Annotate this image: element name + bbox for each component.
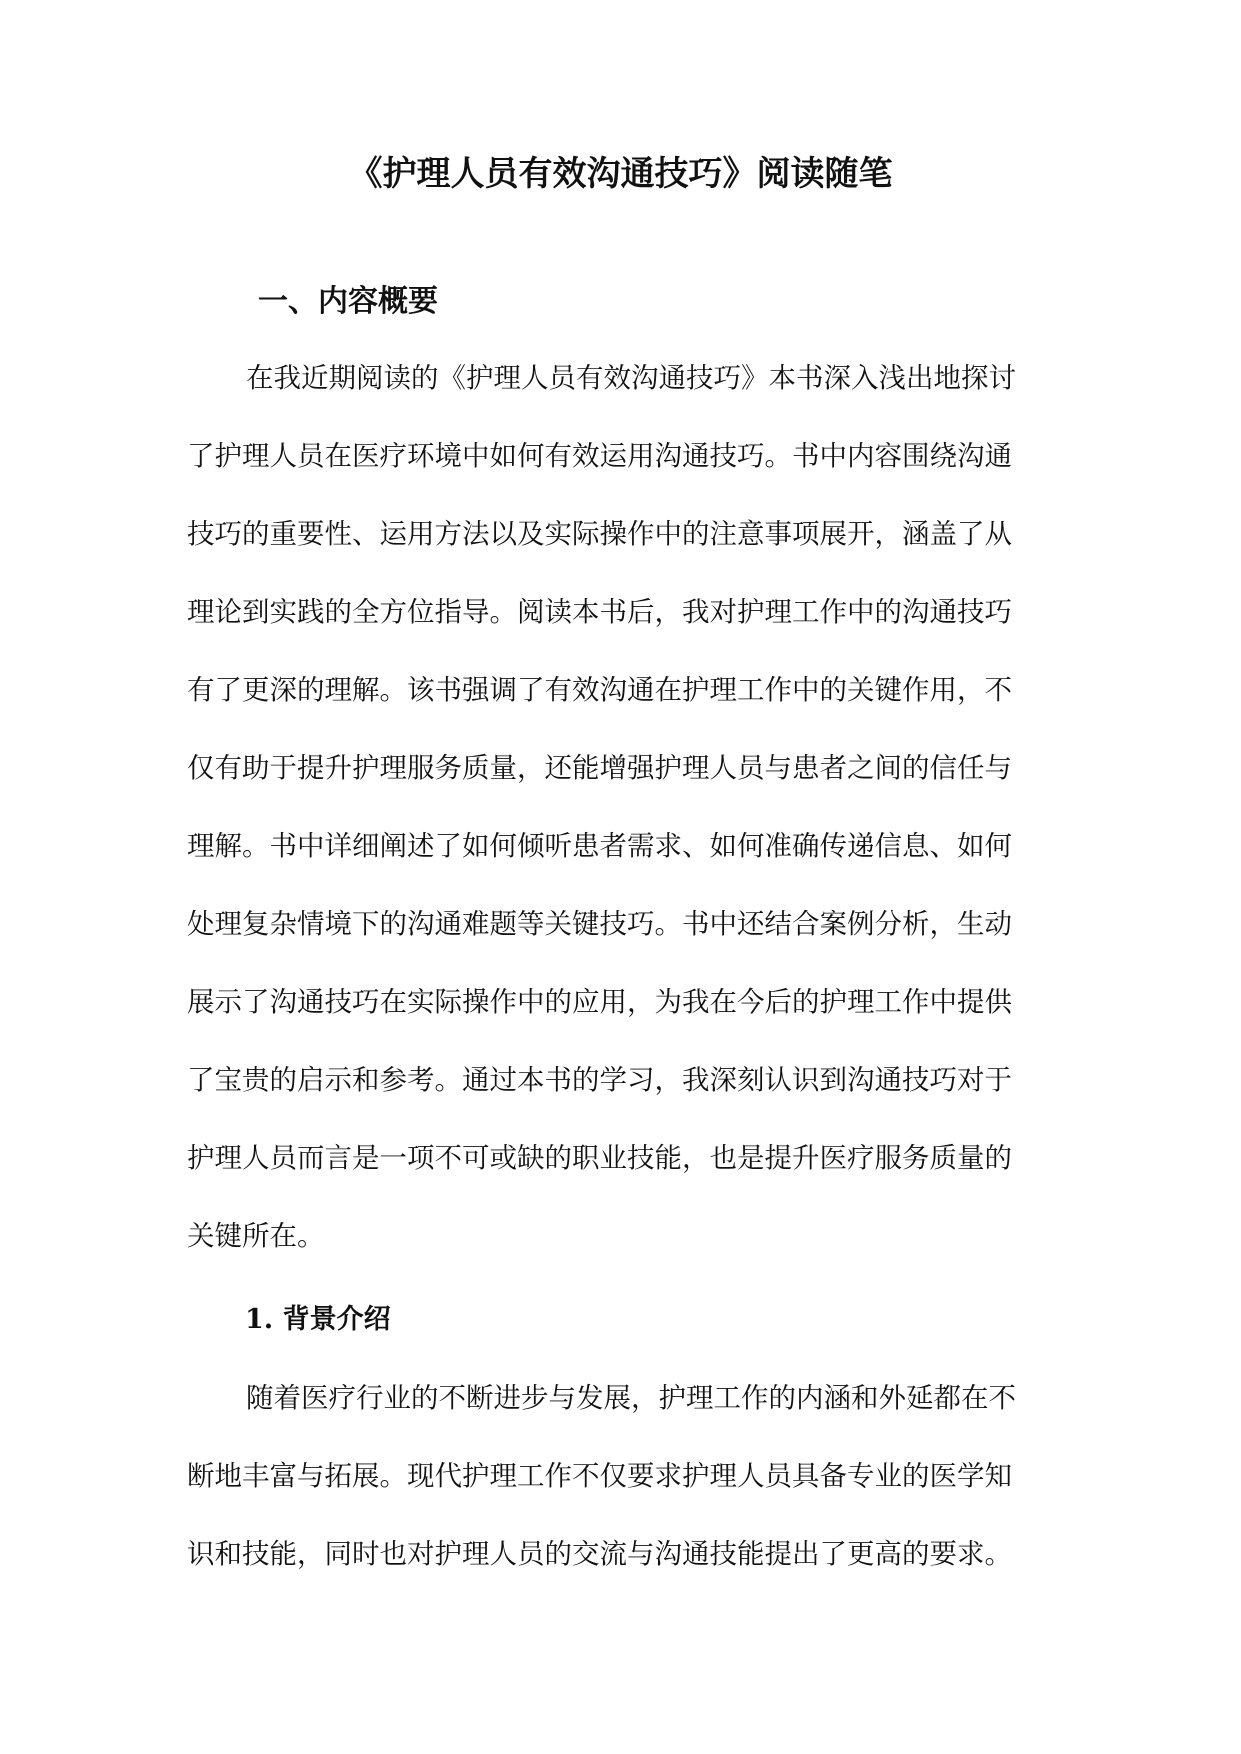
paragraph-line: 理解。书中详细阐述了如何倾听患者需求、如何准确传递信息、如何 [187, 830, 1012, 862]
paragraph-line: 断地丰富与拓展。现代护理工作不仅要求护理人员具备专业的医学知 [187, 1460, 1012, 1492]
paragraph-line: 识和技能，同时也对护理人员的交流与沟通技能提出了更高的要求。 [187, 1538, 1012, 1570]
paragraph-line: 仅有助于提升护理服务质量，还能增强护理人员与患者之间的信任与 [187, 752, 1012, 784]
document-title: 《护理人员有效沟通技巧》阅读随笔 [348, 154, 893, 194]
paragraph-line: 了宝贵的启示和参考。通过本书的学习，我深刻认识到沟通技巧对于 [187, 1064, 1012, 1096]
paragraph-line: 理论到实践的全方位指导。阅读本书后，我对护理工作中的沟通技巧 [187, 596, 1012, 628]
subsection-heading-background: 1. 背景介绍 [245, 1304, 391, 1335]
paragraph-line: 处理复杂情境下的沟通难题等关键技巧。书中还结合案例分析，生动 [187, 908, 1012, 940]
paragraph-line: 了护理人员在医疗环境中如何有效运用沟通技巧。书中内容围绕沟通 [187, 440, 1012, 472]
paragraph-line: 有了更深的理解。该书强调了有效沟通在护理工作中的关键作用，不 [187, 674, 1012, 706]
paragraph-line: 关键所在。 [187, 1220, 325, 1252]
paragraph-line: 在我近期阅读的《护理人员有效沟通技巧》本书深入浅出地探讨 [246, 362, 1016, 394]
paragraph-line: 技巧的重要性、运用方法以及实际操作中的注意事项展开，涵盖了从 [187, 518, 1012, 550]
section-heading-content-summary: 一、内容概要 [258, 284, 438, 319]
paragraph-line: 随着医疗行业的不断进步与发展，护理工作的内涵和外延都在不 [246, 1382, 1016, 1414]
paragraph-line: 护理人员而言是一项不可或缺的职业技能，也是提升医疗服务质量的 [187, 1142, 1012, 1174]
paragraph-line: 展示了沟通技巧在实际操作中的应用，为我在今后的护理工作中提供 [187, 986, 1012, 1018]
